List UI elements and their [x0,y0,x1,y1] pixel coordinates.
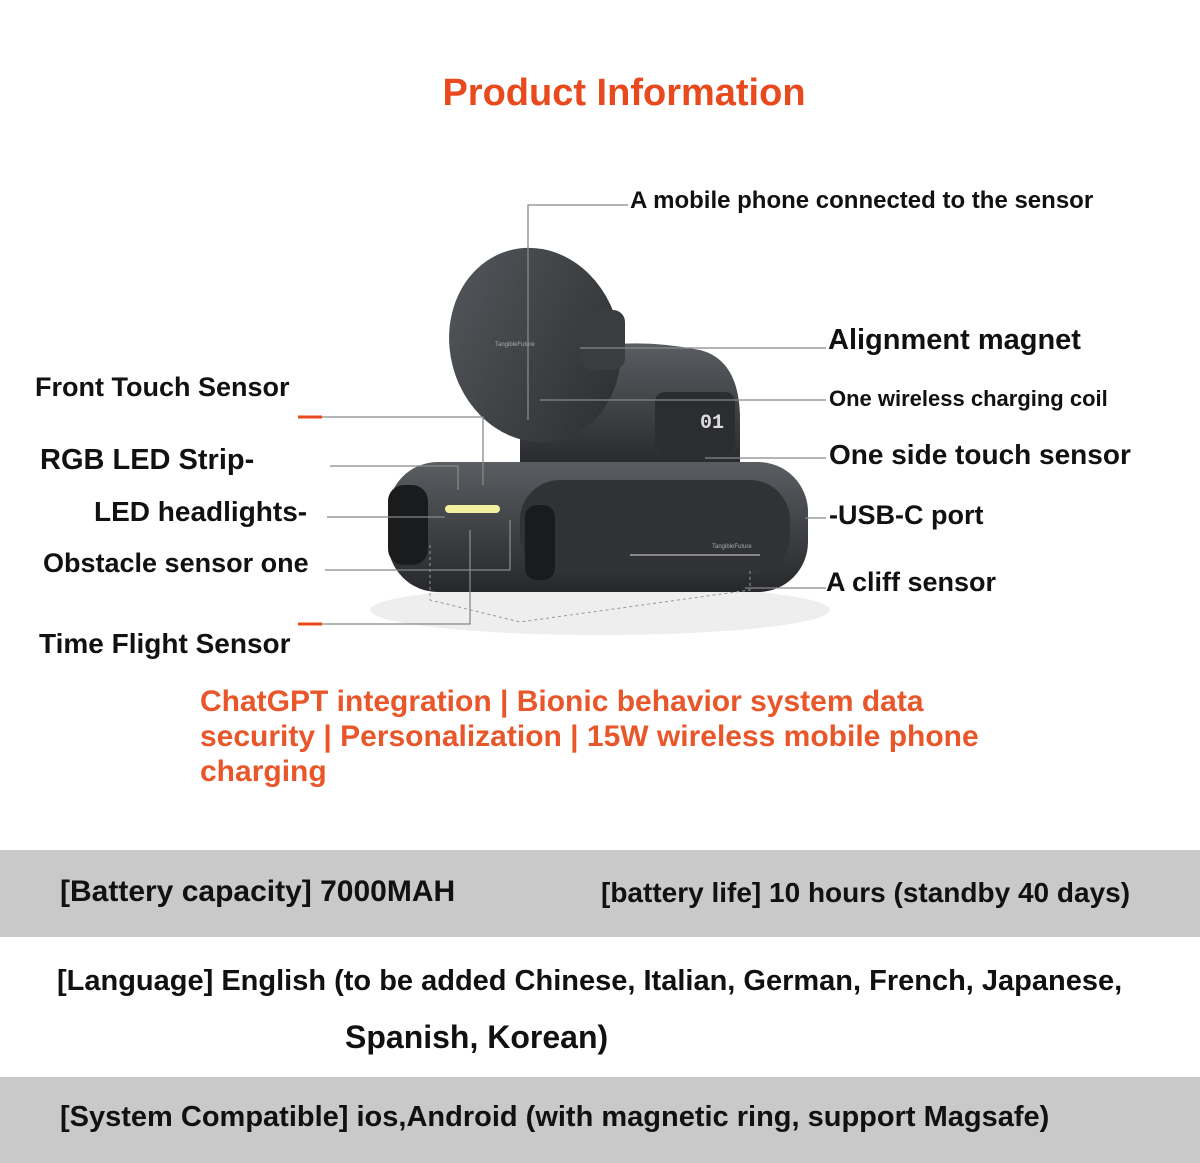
shadow [370,585,830,635]
callout-front-touch: Front Touch Sensor [35,372,290,402]
spec-battery-capacity: [Battery capacity] 7000MAH [60,875,456,908]
callout-magnet: Alignment magnet [828,324,1081,356]
callout-headlights: LED headlights- [94,496,308,527]
spec-language-line1: [Language] English (to be added Chinese, Italian, German, French, Japanese, [57,965,1123,997]
callout-coil: One wireless charging coil [829,386,1108,411]
callout-side-touch: One side touch sensor [829,439,1131,470]
track-wheel [388,485,428,565]
spec-battery-life: [battery life] 10 hours (standby 40 days) [601,877,1131,908]
callout-tof: Time Flight Sensor [39,628,291,659]
callout-obstacle: Obstacle sensor one [43,548,309,578]
robot-brand-track: TangibleFuture [712,544,752,550]
spec-system: [System Compatible] ios,Android (with magnetic ring, support Magsafe) [60,1101,1050,1133]
callout-usb: -USB-C port [829,500,984,530]
callout-rgb: RGB LED Strip- [40,444,255,476]
track-panel [520,480,790,575]
callout-cliff: A cliff sensor [826,567,997,597]
headlight [445,505,500,513]
page-title: Product Information [442,72,806,114]
feature-summary: ChatGPT integration | Bionic behavior system data security | Personalization | 15W wireless mobile phone charging [200,685,979,788]
robot-brand-head: TangibleFuture [495,342,535,348]
robot-badge: 01 [700,412,725,435]
magnet-mount [580,310,625,370]
callout-phone: A mobile phone connected to the sensor [630,187,1094,214]
spec-language-line2: Spanish, Korean) [345,1019,609,1055]
track-wheel [525,505,555,580]
